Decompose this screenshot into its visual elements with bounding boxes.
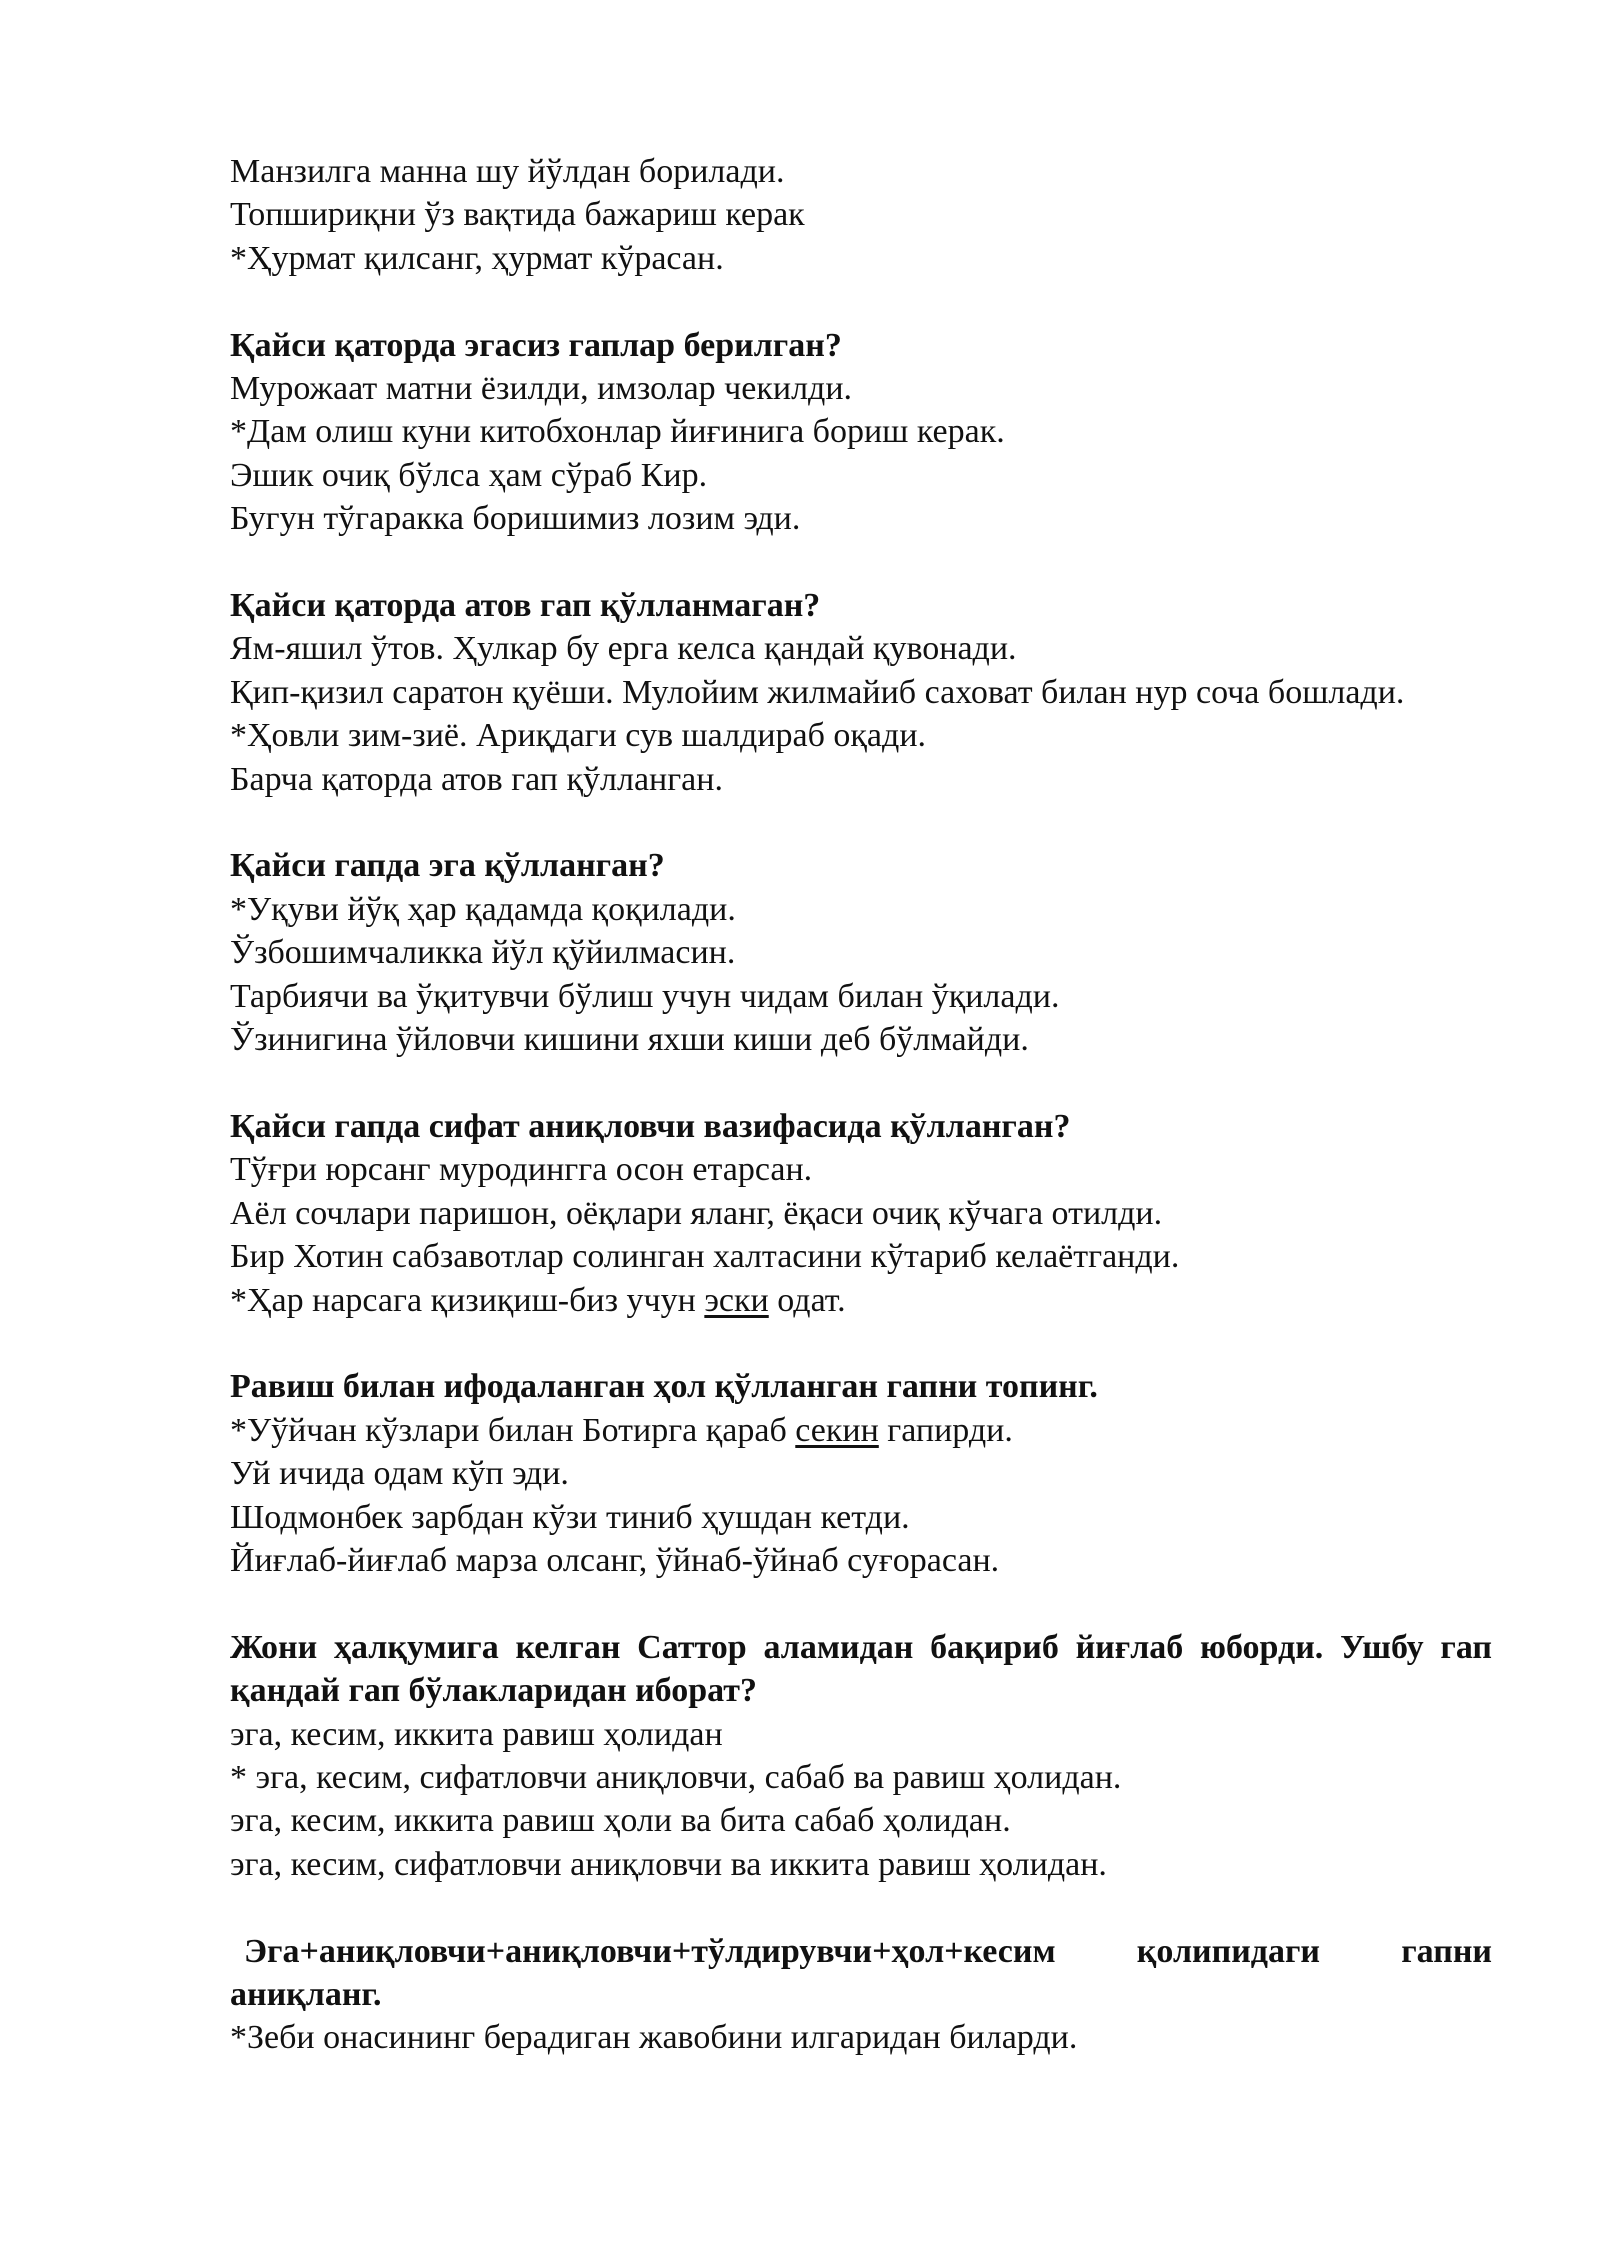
question-block-8	[230, 1930, 1492, 2060]
option-text: *Уўйчан кўзлари билан Ботирга қараб	[230, 1411, 796, 1449]
question-text: Қайси гапда эга қўлланган?	[230, 847, 665, 885]
question-text: Қайси қаторда эгасиз гаплар берилган?	[230, 326, 842, 364]
answer-option: Шодмонбек зарбдан кўзи тиниб ҳушдан кетди.	[230, 1498, 910, 1536]
answer-option-underlined	[230, 1279, 1492, 1322]
answer-option-underlined	[230, 1409, 1492, 1452]
question-block-3	[230, 584, 1492, 801]
question-text: Эга+аниқловчи+аниқловчи+тўлдирувчи+ҳол+кесим қолипидаги гапни аниқланг.	[230, 1932, 1492, 2013]
answer-option: *Уқуви йўқ ҳар қадамда қоқилади.	[230, 890, 736, 928]
answer-option: эга, кесим, сифатловчи аниқловчи ва иккита равиш ҳолидан.	[230, 1845, 1107, 1883]
option-text: одат.	[768, 1281, 846, 1319]
question-block-6	[230, 1365, 1492, 1582]
answer-option: *Ҳурмат қилсанг, ҳурмат кўрасан.	[230, 239, 724, 277]
answer-option: Ўзинигина ўйловчи кишини яхши киши деб бўлмайди.	[230, 1021, 1029, 1059]
answer-option: Уй ичида одам кўп эди.	[230, 1455, 569, 1493]
answer-option: *Зеби онасининг берадиган жавобини илгаридан биларди.	[230, 2019, 1078, 2057]
question-text: Жони ҳалқумига келган Саттор аламидан бақириб йиғлаб юборди. Ушбу гап қандай гап бўлакларидан иборат?	[230, 1628, 1492, 1710]
answer-option: *Ҳовли зим-зиё. Ариқдаги сув шалдираб оқади.	[230, 717, 927, 755]
question-block-2	[230, 324, 1492, 541]
answer-option: Тўғри юрсанг муродингга осон етарсан.	[230, 1151, 813, 1189]
answer-option: Аёл сочлари паришон, оёқлари яланг, ёқаси очиқ кўчага отилди.	[230, 1194, 1163, 1232]
answer-option: Ўзбошимчаликка йўл қўйилмасин.	[230, 934, 736, 972]
answer-option: эга, кесим, иккита равиш ҳолидан	[230, 1715, 723, 1753]
answer-option: Қип-қизил саратон қуёши. Мулойим жилмайиб саховат билан нур соча бошлади.	[230, 673, 1405, 711]
question-block-5	[230, 1105, 1492, 1322]
question-text: Қайси гапда сифат аниқловчи вазифасида қўлланган?	[230, 1107, 1071, 1145]
document-page	[230, 150, 1492, 2060]
answer-option: Йиғлаб-йиғлаб марза олсанг, ўйнаб-ўйнаб суғорасан.	[230, 1541, 1000, 1579]
question-block-1	[230, 150, 1492, 280]
question-block-4	[230, 844, 1492, 1061]
underlined-word: эски	[704, 1281, 769, 1319]
answer-option: Бугун тўгаракка боришимиз лозим эди.	[230, 500, 801, 538]
answer-option: Топшириқни ўз вақтида бажариш керак	[230, 196, 805, 234]
answer-option: Тарбиячи ва ўқитувчи бўлиш учун чидам билан ўқилади.	[230, 977, 1060, 1015]
question-text: Равиш билан ифодаланган ҳол қўлланган гапни топинг.	[230, 1368, 1098, 1406]
answer-option: Мурожаат матни ёзилди, имзолар чекилди.	[230, 370, 853, 408]
underlined-word: секин	[795, 1411, 879, 1449]
option-text: *Ҳар нарсага қизиқиш-биз учун	[230, 1281, 705, 1319]
option-text: гапирди.	[878, 1411, 1013, 1449]
answer-option: эга, кесим, иккита равиш ҳоли ва бита сабаб ҳолидан.	[230, 1802, 1011, 1840]
answer-option: Ям-яшил ўтов. Ҳулкар бу ерга келса қандай қувонади.	[230, 630, 1017, 668]
answer-option: Эшик очиқ бўлса ҳам сўраб Кир.	[230, 456, 708, 494]
answer-option: Манзилга манна шу йўлдан борилади.	[230, 153, 785, 190]
question-text: Қайси қаторда атов гап қўлланмаган?	[230, 587, 821, 625]
question-block-7	[230, 1626, 1492, 1886]
answer-option: Барча қаторда атов гап қўлланган.	[230, 760, 723, 798]
answer-option: *Дам олиш куни китобхонлар йиғинига бориш керак.	[230, 413, 1005, 451]
answer-option: Бир Хотин сабзавотлар солинган халтасини кўтариб келаётганди.	[230, 1238, 1180, 1276]
answer-option: * эга, кесим, сифатловчи аниқловчи, сабаб ва равиш ҳолидан.	[230, 1758, 1122, 1796]
